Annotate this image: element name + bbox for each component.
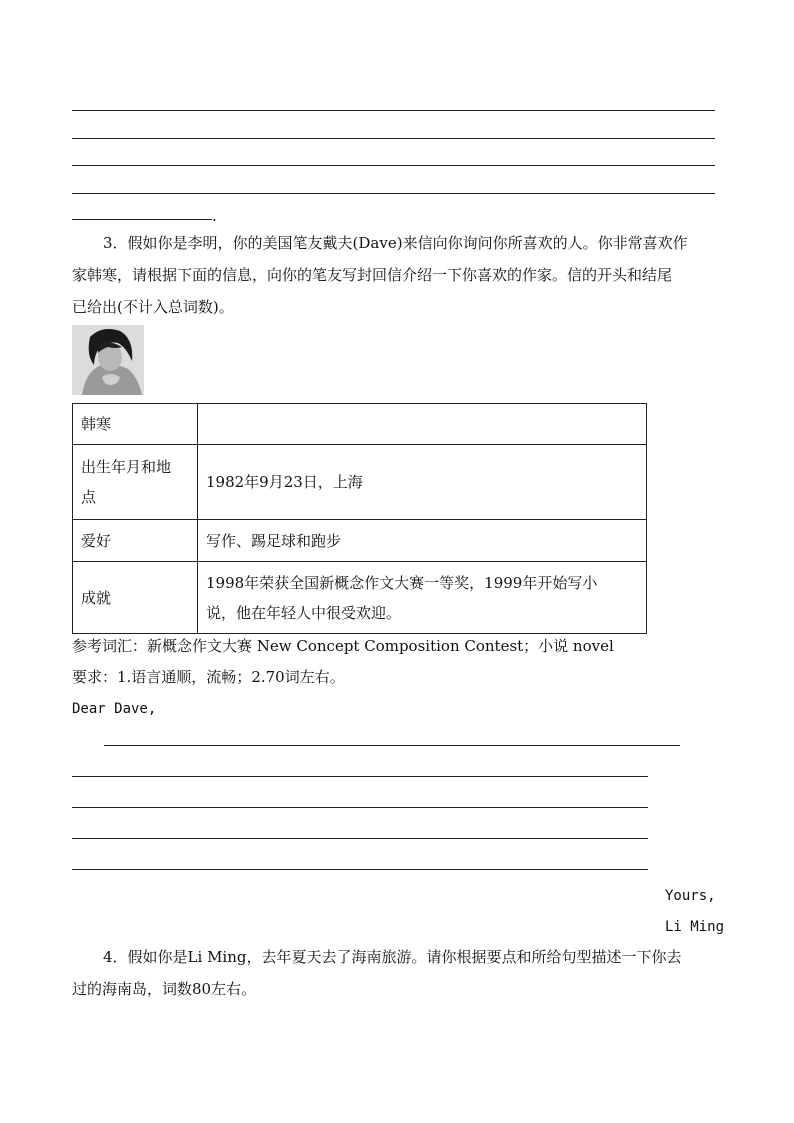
letter-line — [72, 838, 648, 839]
letter-closing: Yours, — [665, 888, 716, 904]
q4-prompt-line-2: 过的海南岛，词数80左右。 — [72, 980, 257, 998]
table-row — [73, 562, 647, 634]
letter-line — [104, 745, 680, 746]
letter-line — [72, 869, 648, 870]
q3-prompt-line-2: 家韩寒，请根据下面的信息，向你的笔友写封回信介绍一下你喜欢的作家。信的开头和结尾 — [72, 266, 673, 284]
achievement-value-cell — [198, 562, 647, 634]
writer-info-table — [72, 403, 647, 634]
letter-signature: Li Ming — [665, 919, 725, 935]
answer-line — [72, 138, 715, 139]
hobby-value-cell: 写作、踢足球和跑步 — [198, 520, 647, 562]
author-photo — [72, 325, 144, 395]
q3-prompt-line-3: 已给出(不计入总词数)。 — [72, 298, 234, 316]
vocab-hint: 参考词汇：新概念作文大赛 New Concept Composition Contest；小说 novel — [72, 637, 614, 655]
answer-line-short — [72, 219, 212, 220]
achievement-label-cell: 成就 — [73, 562, 198, 634]
portrait-image — [72, 325, 144, 395]
q3-prompt-line-1: 3．假如你是李明，你的美国笔友戴夫(Dave)来信向你询问你所喜欢的人。你非常喜欢作 — [103, 234, 688, 252]
birth-label-line-1: 出生年月和地 — [81, 458, 172, 476]
birth-label-cell — [73, 445, 198, 520]
birth-value-cell: 1982年9月23日，上海 — [198, 445, 647, 520]
table-row — [73, 445, 647, 520]
letter-line — [72, 807, 648, 808]
letter-greeting: Dear Dave, — [72, 701, 157, 717]
answer-line — [72, 165, 715, 166]
answer-line — [72, 110, 715, 111]
end-mark: . — [212, 207, 217, 225]
answer-line — [72, 193, 715, 194]
table-row — [73, 404, 647, 445]
table-row — [73, 520, 647, 562]
q4-prompt-line-1: 4．假如你是Li Ming，去年夏天去了海南旅游。请你根据要点和所给句型描述一下你去 — [103, 948, 682, 966]
name-cell: 韩寒 — [73, 404, 198, 445]
name-value-cell — [198, 404, 647, 445]
achievement-line-2: 说，他在年轻人中很受欢迎。 — [206, 603, 402, 622]
letter-line — [72, 776, 648, 777]
hobby-label-cell: 爱好 — [73, 520, 198, 562]
birth-label-line-2: 点 — [81, 488, 97, 506]
requirements: 要求：1.语言通顺，流畅；2.70词左右。 — [72, 668, 345, 686]
achievement-line-1: 1998年荣获全国新概念作文大赛一等奖，1999年开始写小 — [206, 573, 598, 592]
